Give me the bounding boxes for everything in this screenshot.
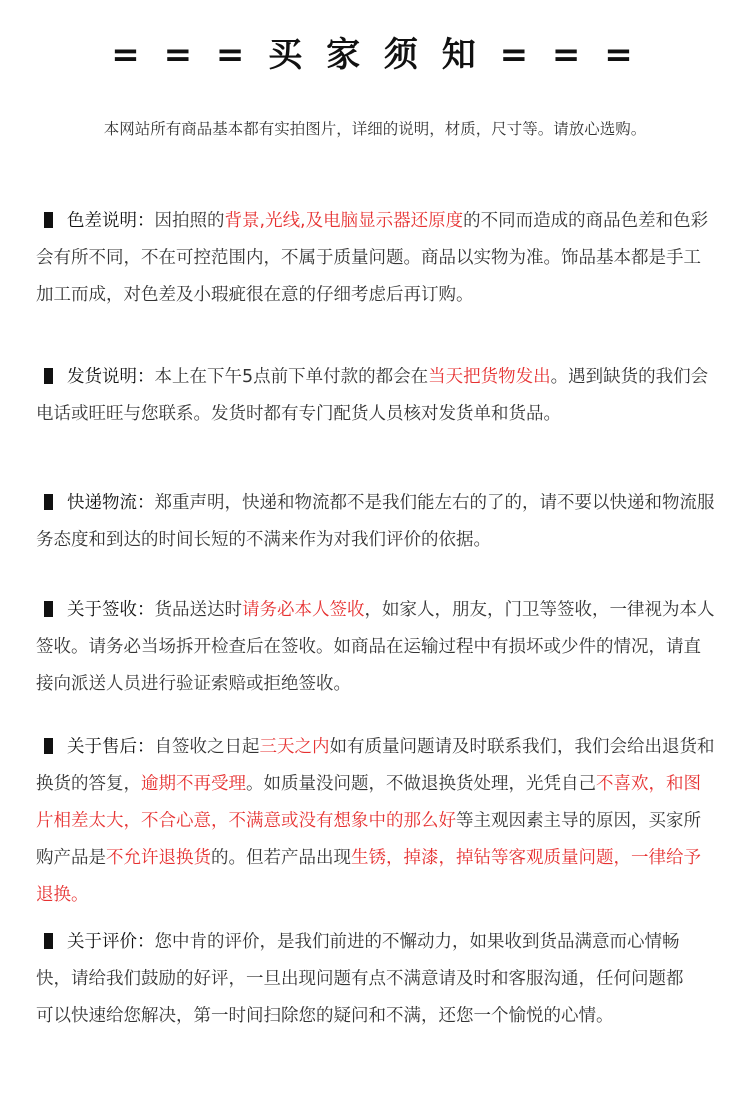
section-text: 郑重声明，快递和物流都不是我们能左右的了的，请不要以快递和物流服务态度和到达的时间长短的不满来作为对我们评价的依据。: [36, 493, 715, 550]
section-label: 色差说明：: [67, 211, 155, 231]
section-after-sales: [36, 729, 716, 914]
section-label: 发货说明：: [67, 367, 155, 387]
highlight-text: 不喜欢，和图片相差太大，不合心意，不满意或没有想象中的那么好: [36, 774, 701, 831]
bullet-square-icon: [44, 738, 53, 754]
page-title: = = = 买 家 须 知 = = =: [111, 35, 639, 75]
section-text: 等主观因素主导的原因，买家所购产品是: [36, 811, 701, 868]
section-text: 如有质量问题请及时联系我们，我们会给出退货和换货的答复，: [36, 737, 715, 794]
bullet-square-icon: [44, 601, 53, 617]
highlight-text: 背景,光线,及电脑显示器还原度: [224, 211, 464, 231]
bullet-square-icon: [44, 494, 53, 510]
section-text: 的。但若产品出现: [211, 848, 351, 868]
section-text: 本上在下午5点前下单付款的都会在: [154, 367, 429, 387]
section-text: 。如质量没问题，不做退换货处理，光凭自己: [246, 774, 596, 794]
highlight-text: 当天把货物发出: [428, 367, 551, 387]
section-label: 关于评价：: [67, 932, 155, 952]
intro-text: 本网站所有商品基本都有实拍图片，详细的说明，材质，尺寸等。请放心选购。: [103, 120, 647, 138]
section-text: 货品送达时: [154, 600, 242, 620]
highlight-text: 请务必本人签收: [242, 600, 365, 620]
section-review: [36, 924, 696, 1035]
highlight-text: 逾期不再受理: [141, 774, 246, 794]
section-text: ，如家人，朋友，门卫等签收，一律视为本人签收。请务必当场拆开检查后在签收。如商品在运输过程中有损坏或少件的情况，请直接向派送人员进行验证索赔或拒绝签收。: [36, 600, 715, 694]
section-text: 。遇到缺货的我们会电话或旺旺与您联系。发货时都有专门配货人员核对发货单和货品。: [36, 367, 709, 424]
section-text: 您中肯的评价，是我们前进的不懈动力，如果收到货品满意而心情畅快，请给我们鼓励的好评，一旦出现问题有点不满意请及时和客服沟通，任何问题都可以快速给您解决，第一时间扫除您的疑问和不满，还您一个愉悦的心情。: [36, 932, 684, 1026]
section-color-difference: [36, 203, 716, 314]
section-label: 快递物流：: [67, 493, 155, 513]
highlight-text: 生锈，掉漆，掉钻等客观质量问题，一律给予退换。: [36, 848, 701, 905]
bullet-square-icon: [44, 212, 53, 228]
section-label: 关于售后：: [67, 737, 155, 757]
bullet-square-icon: [44, 368, 53, 384]
section-text: 自签收之日起: [154, 737, 260, 757]
highlight-text: 三天之内: [259, 737, 330, 757]
section-shipping: [36, 359, 716, 433]
section-text: 的不同而造成的商品色差和色彩会有所不同，不在可控范围内，不属于质量问题。商品以实物为准。饰品基本都是手工加工而成，对色差及小瑕疵很在意的仔细考虑后再订购。: [36, 211, 709, 305]
bullet-square-icon: [44, 933, 53, 949]
section-signing: [36, 592, 716, 703]
section-express: [36, 485, 716, 559]
highlight-text: 不允许退换货: [106, 848, 211, 868]
section-text: 因拍照的: [154, 211, 225, 231]
section-label: 关于签收：: [67, 600, 155, 620]
